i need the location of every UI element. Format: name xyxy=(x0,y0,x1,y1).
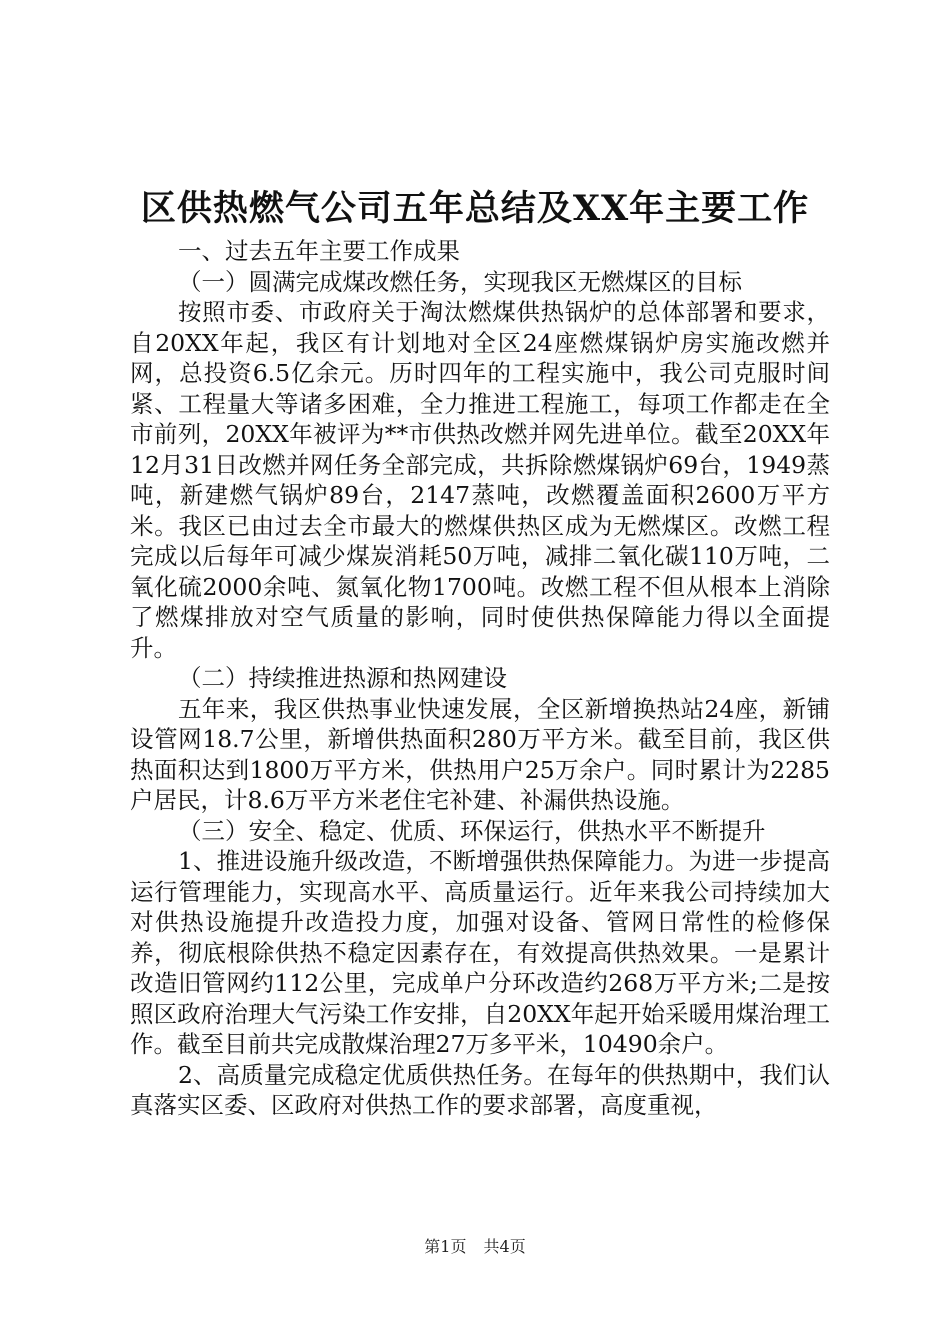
body-paragraph: 1、推进设施升级改造，不断增强供热保障能力。为进一步提高运行管理能力，实现高水平、高质量运行。近年来我公司持续加大对供热设施提升改造投力度，加强对设备、管网日常性的检修保养，彻底根除供热不稳定因素存在，有效提高供热效果。一是累计改造旧管网约112公里，完成单户分环改造约268万平方米;二是按照区政府治理大气污染工作安排，自20XX年起开始采暖用煤治理工作。截至目前共完成散煤治理27万多平米，10490余户。 xyxy=(130,847,830,1058)
body-paragraph: 2、高质量完成稳定优质供热任务。在每年的供热期中，我们认真落实区委、区政府对供热工作的要求部署，高度重视， xyxy=(130,1060,830,1119)
section-heading: 一、过去五年主要工作成果 xyxy=(178,237,460,265)
page-number: 第1页 xyxy=(424,1237,467,1256)
page-footer xyxy=(0,1236,950,1258)
page-total: 共4页 xyxy=(483,1237,526,1256)
subsection-heading: （一）圆满完成煤改燃任务，实现我区无燃煤区的目标 xyxy=(178,267,742,296)
document-title: 区供热燃气公司五年总结及XX年主要工作 xyxy=(140,188,810,229)
subsection-heading: （二）持续推进热源和热网建设 xyxy=(178,664,507,692)
body-paragraph: 五年来，我区供热事业快速发展，全区新增换热站24座，新铺设管网18.7公里，新增供热面积280万平方米。截至目前，我区供热面积达到1800万平方米，供热用户25万余户。同时累计为2285户居民，计8.6万平方米老住宅补建、补漏供热设施。 xyxy=(130,694,830,814)
body-paragraph: 按照市委、市政府关于淘汰燃煤供热锅炉的总体部署和要求，自20XX年起，我区有计划地对全区24座燃煤锅炉房实施改燃并网，总投资6.5亿余元。历时四年的工程实施中，我公司克服时间紧、工程量大等诸多困难，全力推进工程施工，每项工作都走在全市前列，20XX年被评为**市供热改燃并网先进单位。截至20XX年12月31日改燃并网任务全部完成，共拆除燃煤锅炉69台，1949蒸吨，新建燃气锅炉89台，2147蒸吨，改燃覆盖面积2600万平方米。我区已由过去全市最大的燃煤供热区成为无燃煤区。改燃工程完成以后每年可减少煤炭消耗50万吨，减排二氧化碳110万吨，二氧化硫2000余吨、氮氧化物1700吨。改燃工程不但从根本上消除了燃煤排放对空气质量的影响，同时使供热保障能力得以全面提升。 xyxy=(130,298,830,662)
document-body xyxy=(130,236,830,1121)
subsection-heading: （三）安全、稳定、优质、环保运行，供热水平不断提升 xyxy=(178,816,766,845)
